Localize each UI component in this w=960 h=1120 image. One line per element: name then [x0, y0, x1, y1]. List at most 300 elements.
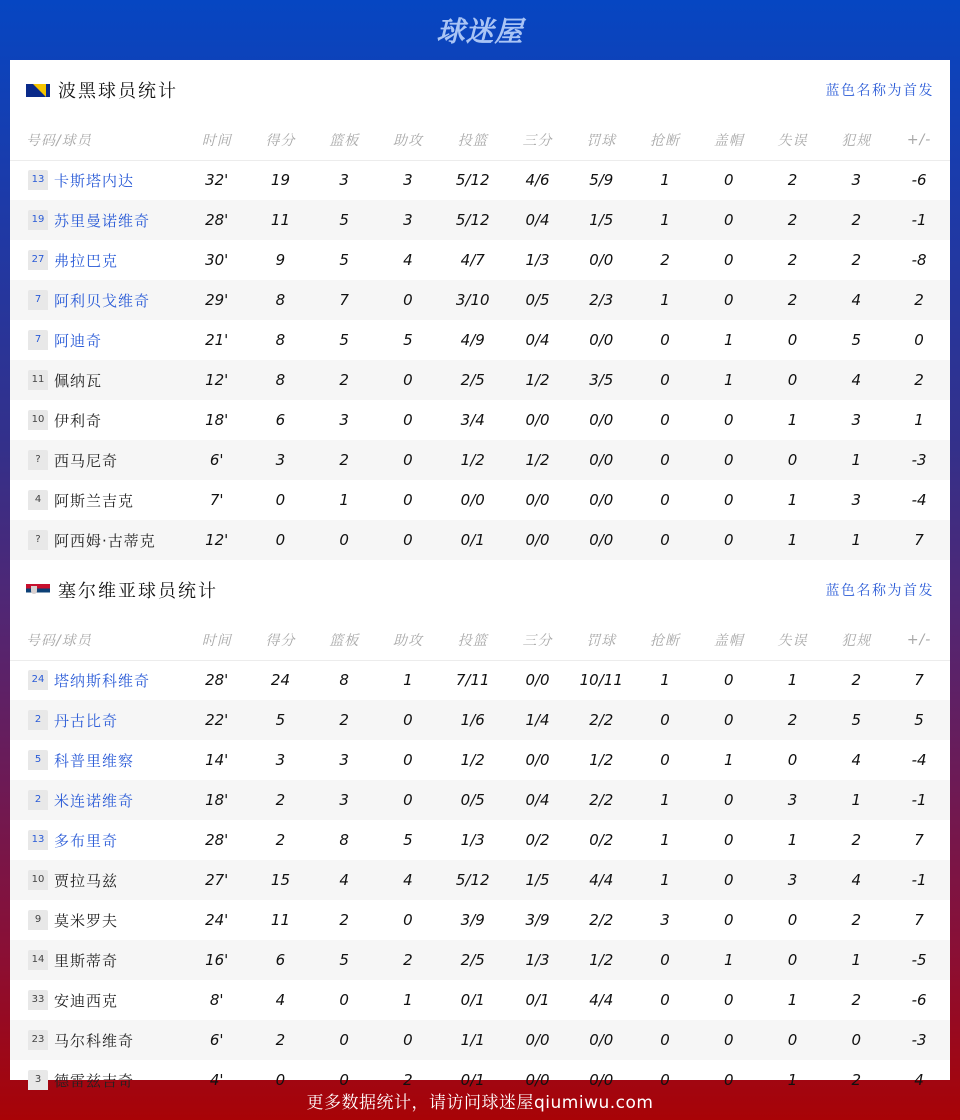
stat-cell: 10/11 [579, 671, 623, 690]
stat-cell: 1 [787, 1071, 798, 1089]
column-header[interactable]: 篮板 [312, 120, 376, 160]
stat-cell: 0 [376, 520, 440, 560]
stat-cell: 0/2 [525, 831, 550, 849]
stat-cell: 5/12 [440, 860, 506, 900]
stat-cell: 5 [339, 331, 349, 349]
stat-cell: 0/0 [525, 1071, 550, 1089]
stat-cell: 5 [824, 700, 888, 740]
stat-cell: 2 [339, 911, 349, 929]
stat-cell: 5 [312, 940, 376, 980]
stat-cell: 0 [339, 991, 349, 1009]
player-cell [10, 160, 185, 200]
stat-cell: 5 [403, 831, 413, 849]
stat-cell: 0/5 [440, 780, 506, 820]
player-stats-table [10, 120, 950, 560]
stat-cell: -1 [888, 860, 950, 900]
stat-cell: 28' [185, 200, 249, 240]
stat-cell: 4/4 [589, 991, 614, 1009]
stat-cell: 3 [851, 491, 862, 509]
stat-cell: 1/3 [525, 251, 550, 269]
stat-cell: 3 [376, 200, 440, 240]
jersey-number-badge: 7 [28, 330, 48, 350]
stat-cell: 2/5 [440, 940, 506, 980]
jersey-number-badge: 2 [28, 790, 48, 810]
stat-cell: 0 [376, 780, 440, 820]
stat-cell: 7' [209, 491, 224, 509]
jersey-number-badge: 27 [28, 250, 48, 270]
column-header[interactable]: 抢断 [633, 620, 697, 660]
column-header[interactable]: 篮板 [312, 620, 376, 660]
stat-cell: 1/5 [569, 200, 633, 240]
table-row[interactable] [10, 900, 950, 940]
stat-cell: 1 [697, 360, 761, 400]
stat-cell: 1 [824, 440, 888, 480]
stat-cell: 1 [339, 491, 349, 509]
stat-cell: 0/2 [589, 831, 614, 849]
stat-cell: 0 [275, 1071, 286, 1089]
jersey-number-badge: 10 [28, 410, 48, 430]
player-name-link[interactable]: 里斯蒂奇 [54, 951, 119, 970]
stat-cell: 0 [275, 491, 286, 509]
stat-cell: 0/0 [569, 520, 633, 560]
stat-cell: 7 [914, 671, 924, 690]
stat-cell: 1 [824, 520, 888, 560]
table-row[interactable] [10, 860, 950, 900]
jersey-number-badge: 14 [28, 950, 48, 970]
stat-cell: 3/9 [460, 911, 485, 929]
stat-cell: 0 [249, 520, 313, 560]
player-name-link[interactable]: 德雷兹吉奇 [54, 1071, 135, 1090]
table-row[interactable] [10, 400, 950, 440]
stat-cell: 1 [787, 411, 798, 429]
stat-cell: 12' [185, 520, 249, 560]
starter-legend: 蓝色名称为首发 [825, 83, 934, 99]
column-header[interactable]: 时间 [185, 620, 249, 660]
stat-cell: 1 [723, 331, 734, 349]
column-header[interactable]: 罚球 [569, 620, 633, 660]
stat-cell: 1 [660, 171, 670, 190]
table-row[interactable] [10, 700, 950, 740]
team-title: 塞尔维亚球员统计 [58, 581, 218, 602]
stat-cell: -1 [888, 200, 950, 240]
stat-cell: 0 [723, 991, 734, 1009]
jersey-number-badge: ? [28, 530, 48, 550]
column-header[interactable]: 犯规 [824, 620, 888, 660]
jersey-number-badge: ? [28, 450, 48, 470]
stat-cell: 0 [787, 331, 798, 349]
stat-cell: 2 [851, 991, 862, 1009]
stat-cell: 7 [914, 831, 924, 849]
stat-cell: 4' [209, 1071, 224, 1089]
stat-cell: 2 [312, 700, 376, 740]
stat-cell: 0/1 [440, 520, 506, 560]
stat-cell: 0 [376, 280, 440, 320]
player-name-link[interactable]: 丹古比奇 [54, 711, 119, 730]
stat-cell: 0 [339, 1071, 349, 1089]
stat-cell: 2 [761, 700, 825, 740]
stat-cell: 2 [851, 1071, 862, 1089]
table-row[interactable] [10, 320, 950, 360]
section-header [10, 60, 950, 120]
stat-cell: 0 [403, 411, 413, 429]
team-section [10, 60, 950, 560]
stat-cell: 0 [660, 331, 670, 349]
stat-cell: 0/0 [589, 411, 614, 429]
stat-cell: 4 [851, 751, 862, 769]
jersey-number-badge: 4 [28, 490, 48, 510]
stat-cell: 2 [249, 780, 313, 820]
stat-cell: 0 [660, 491, 670, 509]
column-header[interactable]: 号码/球员 [10, 120, 185, 160]
column-header[interactable]: 助攻 [376, 620, 440, 660]
stat-cell: 1 [403, 991, 413, 1009]
stat-cell: 0 [787, 911, 798, 929]
stat-cell: 2 [761, 200, 825, 240]
stat-cell: 5 [249, 700, 313, 740]
stat-cell: 4/9 [460, 331, 485, 349]
stat-cell: 0 [403, 491, 413, 509]
stat-cell: 1/3 [460, 831, 485, 849]
stat-cell: 6' [185, 1020, 249, 1060]
stat-cell: 7 [888, 520, 950, 560]
stat-cell: 0 [824, 1020, 888, 1060]
column-header[interactable]: 三分 [506, 120, 570, 160]
stat-cell: 2/5 [440, 360, 506, 400]
jersey-number-badge: 24 [28, 670, 48, 690]
table-row[interactable] [10, 940, 950, 980]
stat-cell: 0 [660, 1071, 670, 1089]
stat-cell: 0 [633, 520, 697, 560]
stat-cell: 4/4 [569, 860, 633, 900]
stat-cell: 7/11 [455, 671, 490, 690]
stat-cell: 4 [824, 860, 888, 900]
stat-cell: 1 [787, 491, 798, 509]
stat-cell: 2/2 [569, 780, 633, 820]
player-cell [10, 200, 185, 240]
stat-cell: -4 [911, 751, 927, 769]
stat-cell: 0 [633, 360, 697, 400]
player-name-link[interactable]: 弗拉巴克 [54, 251, 119, 270]
player-name-link[interactable]: 阿迪奇 [54, 331, 103, 350]
stat-cell: 0 [697, 860, 761, 900]
table-row[interactable] [10, 780, 950, 820]
stat-cell: 5 [888, 700, 950, 740]
stat-cell: 0 [660, 991, 670, 1009]
stat-cell: 2/2 [569, 700, 633, 740]
stat-cell: 5 [403, 331, 413, 349]
table-row[interactable] [10, 280, 950, 320]
table-row[interactable] [10, 520, 950, 560]
player-name-link[interactable]: 莫米罗夫 [54, 911, 119, 930]
stat-cell: 1 [660, 831, 670, 849]
stat-cell: 11 [270, 911, 290, 929]
stat-cell: 2 [787, 171, 798, 190]
stat-cell: 0 [723, 411, 734, 429]
stat-cell: 1/2 [506, 440, 570, 480]
table-row[interactable] [10, 440, 950, 480]
table-row[interactable] [10, 660, 950, 700]
player-name-link[interactable]: 米连诺维奇 [54, 791, 135, 810]
stat-cell: 2 [851, 251, 862, 269]
stat-cell: 0/4 [506, 780, 570, 820]
jersey-number-badge: 10 [28, 870, 48, 890]
table-row[interactable] [10, 200, 950, 240]
column-header[interactable]: +/- [888, 620, 950, 660]
stat-cell: 30' [205, 251, 229, 269]
stat-cell: 1 [633, 860, 697, 900]
stat-cell: -6 [911, 171, 927, 190]
stat-cell: 0/4 [506, 200, 570, 240]
stat-cell: 0 [761, 440, 825, 480]
jersey-number-badge: 13 [28, 830, 48, 850]
stat-cell: 16' [185, 940, 249, 980]
stat-cell: 12' [185, 360, 249, 400]
section-header [10, 560, 950, 620]
stat-cell: 1 [787, 831, 798, 849]
jersey-number-badge: 13 [28, 170, 48, 190]
stat-cell: 3 [761, 780, 825, 820]
jersey-number-badge: 5 [28, 750, 48, 770]
player-cell [10, 360, 185, 400]
stat-cell: 0 [697, 520, 761, 560]
player-cell [10, 1020, 185, 1060]
stat-cell: 0/1 [460, 1071, 485, 1089]
stat-cell: 18' [205, 411, 229, 429]
player-cell [10, 900, 185, 940]
stat-cell: 0 [403, 911, 413, 929]
stat-cell: 3/9 [525, 911, 550, 929]
stat-cell: 3 [339, 171, 349, 190]
column-header[interactable]: +/- [888, 120, 950, 160]
stat-cell: 18' [185, 780, 249, 820]
stat-cell: 0/0 [525, 671, 550, 690]
stat-cell: 11 [249, 200, 313, 240]
stat-cell: -8 [911, 251, 927, 269]
stat-cell: 1/2 [569, 940, 633, 980]
column-header[interactable]: 得分 [249, 120, 313, 160]
stat-cell: 0 [633, 940, 697, 980]
stat-cell: 8' [209, 991, 224, 1009]
stat-cell: 2 [403, 1071, 413, 1089]
stat-cell: 0/0 [589, 491, 614, 509]
jersey-number-badge: 9 [28, 910, 48, 930]
stat-cell: -6 [911, 991, 927, 1009]
player-cell [10, 320, 185, 360]
stat-cell: 2 [888, 360, 950, 400]
stat-cell: 0/0 [569, 440, 633, 480]
player-name-link[interactable]: 西马尼奇 [54, 451, 119, 470]
stat-cell: 6' [185, 440, 249, 480]
stat-cell: 4 [914, 1071, 924, 1089]
footer-banner [0, 1080, 960, 1120]
table-row[interactable] [10, 480, 950, 520]
stat-cell: 0 [697, 280, 761, 320]
column-header[interactable]: 助攻 [376, 120, 440, 160]
player-name-link[interactable]: 安迪西克 [54, 991, 119, 1010]
stat-cell: 2 [851, 671, 862, 690]
stat-cell: 0/0 [525, 491, 550, 509]
table-row[interactable] [10, 980, 950, 1020]
jersey-number-badge: 2 [28, 710, 48, 730]
stat-cell: 2 [888, 280, 950, 320]
stat-cell: 1 [660, 671, 670, 690]
stat-cell: 0 [723, 171, 734, 190]
stat-cell: 0 [376, 700, 440, 740]
table-header-row [10, 120, 950, 160]
stat-cell: 0 [376, 1020, 440, 1060]
stat-cell: 1 [787, 671, 798, 690]
column-header[interactable]: 盖帽 [697, 120, 761, 160]
stat-cell: 15 [249, 860, 313, 900]
stat-cell: 0 [697, 440, 761, 480]
player-cell [10, 780, 185, 820]
column-header[interactable]: 投篮 [440, 120, 506, 160]
table-header-row [10, 620, 950, 660]
table-row[interactable] [10, 1020, 950, 1060]
stat-cell: 1/2 [460, 751, 485, 769]
column-header[interactable]: 犯规 [824, 120, 888, 160]
table-row[interactable] [10, 240, 950, 280]
jersey-number-badge: 19 [28, 210, 48, 230]
stat-cell: -1 [888, 780, 950, 820]
stat-cell: 2/3 [569, 280, 633, 320]
player-name-link[interactable]: 伊利奇 [54, 411, 103, 430]
player-name-link[interactable]: 佩纳瓦 [54, 371, 103, 390]
player-name-link[interactable]: 阿西姆·古蒂克 [54, 531, 156, 550]
column-header[interactable]: 盖帽 [697, 620, 761, 660]
stat-cell: 24 [270, 671, 290, 690]
stat-cell: 3 [312, 780, 376, 820]
column-header[interactable]: 失误 [761, 620, 825, 660]
stat-cell: 7 [914, 911, 924, 929]
bosnia-flag-icon [26, 84, 50, 97]
stat-cell: 1 [824, 780, 888, 820]
stat-cell: 0 [312, 1020, 376, 1060]
stat-cell: 0 [723, 1071, 734, 1089]
stat-cell: -3 [888, 440, 950, 480]
column-header[interactable]: 投篮 [440, 620, 506, 660]
player-stats-table [10, 620, 950, 1100]
stat-cell: 3 [851, 411, 862, 429]
player-name-link[interactable]: 阿利贝戈维奇 [54, 291, 151, 310]
player-name-link[interactable]: 科普里维察 [54, 751, 135, 770]
column-header[interactable]: 得分 [249, 620, 313, 660]
stat-cell: 0/1 [525, 991, 550, 1009]
stat-cell: 4/7 [460, 251, 485, 269]
stat-cell: 0 [697, 1020, 761, 1060]
stat-cell: -3 [888, 1020, 950, 1060]
stat-cell: 8 [249, 280, 313, 320]
stat-cell: 3 [249, 440, 313, 480]
stat-cell: 0 [376, 440, 440, 480]
stat-cell: 1/5 [506, 860, 570, 900]
stat-cell: -5 [888, 940, 950, 980]
stat-cell: 4 [403, 251, 413, 269]
stat-cell: 0 [660, 751, 670, 769]
player-name-link[interactable]: 贾拉马兹 [54, 871, 119, 890]
jersey-number-badge: 23 [28, 1030, 48, 1050]
player-cell [10, 660, 185, 700]
table-row[interactable] [10, 740, 950, 780]
stat-cell: 0/0 [589, 331, 614, 349]
table-row[interactable] [10, 160, 950, 200]
stat-cell: 32' [205, 171, 229, 190]
stat-cell: 1 [914, 411, 924, 429]
footer-link-text[interactable]: 更多数据统计，请访问球迷屋qiumiwu.com [306, 1092, 654, 1113]
player-name-link[interactable]: 卡斯塔内达 [54, 171, 135, 190]
stat-cell: 2 [761, 280, 825, 320]
stat-cell: 0 [697, 200, 761, 240]
player-name-link[interactable]: 马尔科维奇 [54, 1031, 135, 1050]
stat-cell: 1/2 [440, 440, 506, 480]
stat-cell: 0/0 [589, 1071, 614, 1089]
stat-cell: 0 [761, 1020, 825, 1060]
stat-cell: 0/0 [569, 1020, 633, 1060]
stat-cell: 2 [787, 251, 798, 269]
player-cell [10, 440, 185, 480]
stat-cell: 1 [787, 991, 798, 1009]
stat-cell: 2/2 [589, 911, 614, 929]
site-logo: 球迷屋 [436, 16, 524, 47]
column-header[interactable]: 罚球 [569, 120, 633, 160]
stat-cell: 0/0 [589, 251, 614, 269]
stat-cell: 1 [697, 940, 761, 980]
stat-cell: 21' [205, 331, 229, 349]
player-cell [10, 480, 185, 520]
player-name-link[interactable]: 塔纳斯科维奇 [54, 671, 151, 690]
stat-cell: 2 [249, 1020, 313, 1060]
stat-cell: 2 [376, 940, 440, 980]
column-header[interactable]: 时间 [185, 120, 249, 160]
stat-cell: 5 [339, 251, 349, 269]
stat-cell: 0 [761, 360, 825, 400]
player-cell [10, 740, 185, 780]
table-row[interactable] [10, 820, 950, 860]
stat-cell: 0 [633, 440, 697, 480]
starter-legend: 蓝色名称为首发 [825, 583, 934, 599]
column-header[interactable]: 抢断 [633, 120, 697, 160]
stat-cell: 8 [339, 831, 349, 849]
jersey-number-badge: 11 [28, 370, 48, 390]
column-header[interactable]: 三分 [506, 620, 570, 660]
player-name-link[interactable]: 苏里曼诺维奇 [54, 211, 151, 230]
stat-cell: 5/12 [455, 171, 490, 190]
stat-cell: 2 [275, 831, 286, 849]
player-cell [10, 860, 185, 900]
team-title: 波黑球员统计 [58, 81, 178, 102]
stat-cell: 19 [270, 171, 290, 190]
stat-cell: 0 [697, 700, 761, 740]
column-header[interactable]: 号码/球员 [10, 620, 185, 660]
stat-cell: 2 [851, 831, 862, 849]
stat-cell: 7 [312, 280, 376, 320]
stat-cell: 0 [697, 780, 761, 820]
stat-cell: 0/0 [506, 520, 570, 560]
stat-cell: 1/1 [440, 1020, 506, 1060]
stat-cell: 4 [824, 360, 888, 400]
stat-cell: 5 [312, 200, 376, 240]
stat-cell: 3/10 [440, 280, 506, 320]
player-name-link[interactable]: 阿斯兰吉克 [54, 491, 135, 510]
column-header[interactable]: 失误 [761, 120, 825, 160]
stat-cell: 3 [275, 751, 286, 769]
section-title [26, 77, 178, 103]
table-row[interactable] [10, 360, 950, 400]
player-name-link[interactable]: 多布里奇 [54, 831, 119, 850]
stat-cell: 0 [787, 751, 798, 769]
stat-cell: 3 [660, 911, 670, 929]
stats-card [10, 60, 950, 1090]
